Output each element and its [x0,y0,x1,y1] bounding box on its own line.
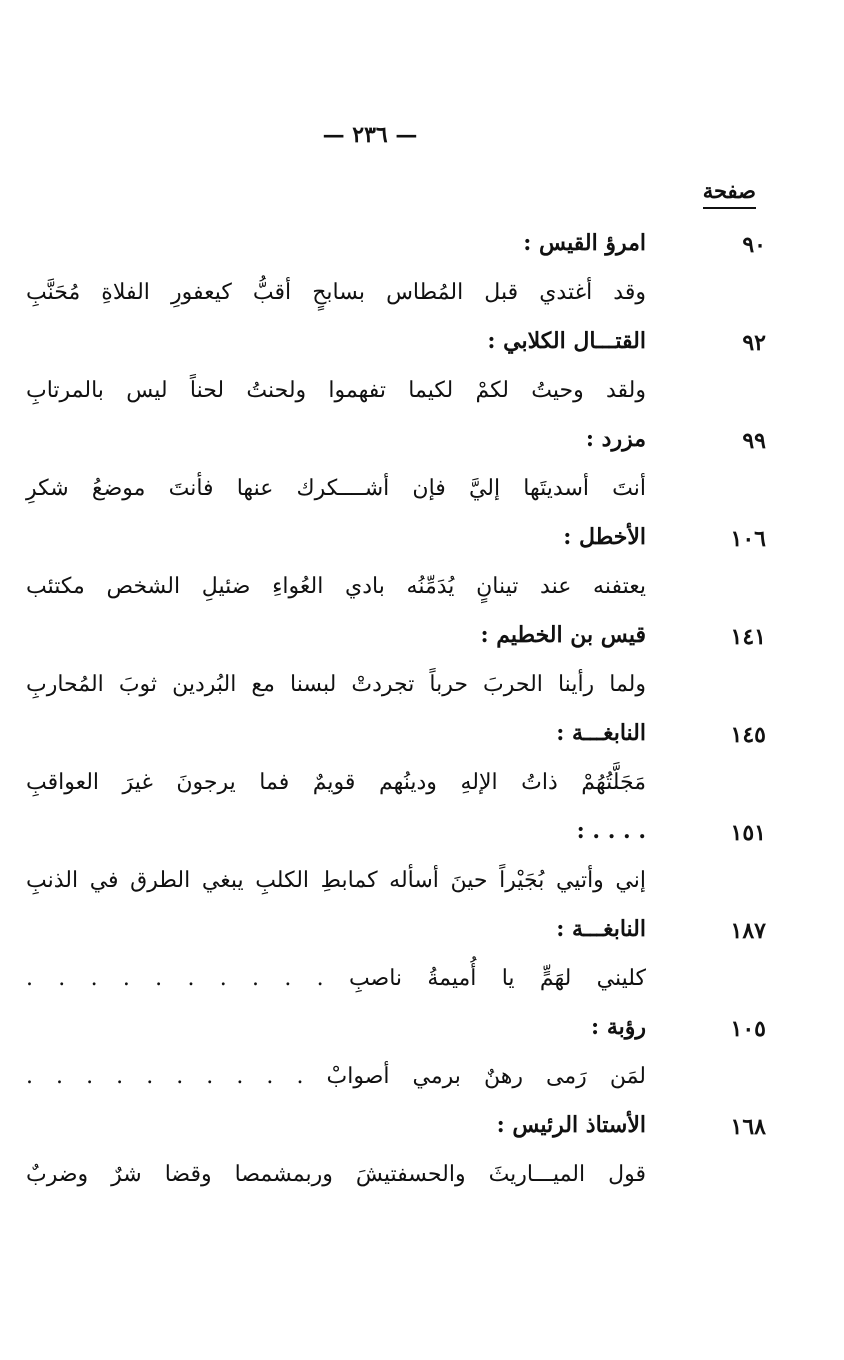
entry-verse: إني وأتيي بُجَيْراً حينَ أسأله كمابطِ الكلبِ يبغي الطرق في الذنبِ [26,868,646,893]
list-item [0,328,844,426]
entry-page-number: ٩٠ [742,232,766,258]
entry-page-number: ١٤٥ [730,722,766,748]
entry-page-number: ١٠٦ [730,526,766,552]
entry-verse: يعتفنه عند تينانٍ يُدَمِّنُه بادي العُواءِ ضئيلِ الشخص مكتئب [26,574,646,599]
list-item [0,1112,844,1210]
entry-page-number: ١٦٨ [730,1114,766,1140]
entry-verse: مَجَلَّتُهُمْ ذاتُ الإلهِ ودينُهم قويمٌ فما يرجونَ غيرَ العواقبِ [26,770,646,795]
entry-page-number: ٩٢ [742,330,766,356]
list-item [0,1014,844,1112]
list-item [0,916,844,1014]
entry-poet: امرؤ القيس : [523,230,646,256]
entry-poet: القتـــال الكلابي : [487,328,646,354]
entries-list [0,230,844,1210]
entry-poet: قيس بن الخطيم : [480,622,646,648]
list-item [0,622,844,720]
entry-page-number: ١٠٥ [730,1016,766,1042]
entry-verse: ولقد وحيتُ لكمْ لكيما تفهموا ولحنتُ لحناً ليس بالمرتابِ [26,378,646,403]
entry-poet: رؤبة : [591,1014,646,1040]
list-item [0,818,844,916]
entry-verse: ولما رأينا الحربَ حرباً تجردتْ لبسنا مع البُردين ثوبَ المُحاربِ [26,672,646,697]
entry-verse: وقد أغتدي قبل المُطاس بسابحٍ أقبُّ كيعفورِ الفلاةِ مُحَنَّبِ [26,280,646,305]
entry-verse: كليني لهَمٍّ يا أُميمةُ ناصبِ . . . . . . . . . . [26,966,646,991]
entry-verse: أنتَ أسديتَها إليَّ فإن أشــــكرك عنها فأنتَ موضعُ شكرِ [26,476,646,501]
entry-page-number: ١٥١ [730,820,766,846]
entry-poet: مزرد : [585,426,646,452]
entry-poet: النابغـــة : [556,720,646,746]
entry-poet: الأخطل : [563,524,646,550]
list-item [0,524,844,622]
page-number: — ٢٣٦ — [322,122,418,148]
entry-page-number: ٩٩ [742,428,766,454]
entry-page-number: ١٨٧ [730,918,766,944]
entry-verse: لمَن رَمى رهنٌ برمي أصوابْ . . . . . . . . . . [26,1064,646,1089]
list-item [0,230,844,328]
list-item [0,720,844,818]
entry-page-number: ١٤١ [730,624,766,650]
entry-poet: . . . . : [576,818,646,844]
entry-verse: قول الميـــاريثَ والحسفتيشَ وربمشمصا وقضا شرٌ وضربٌ [26,1162,646,1187]
column-header-page: صفحة [703,178,756,209]
entry-poet: الأستاذ الرئيس : [496,1112,646,1138]
list-item [0,426,844,524]
entry-poet: النابغـــة : [556,916,646,942]
